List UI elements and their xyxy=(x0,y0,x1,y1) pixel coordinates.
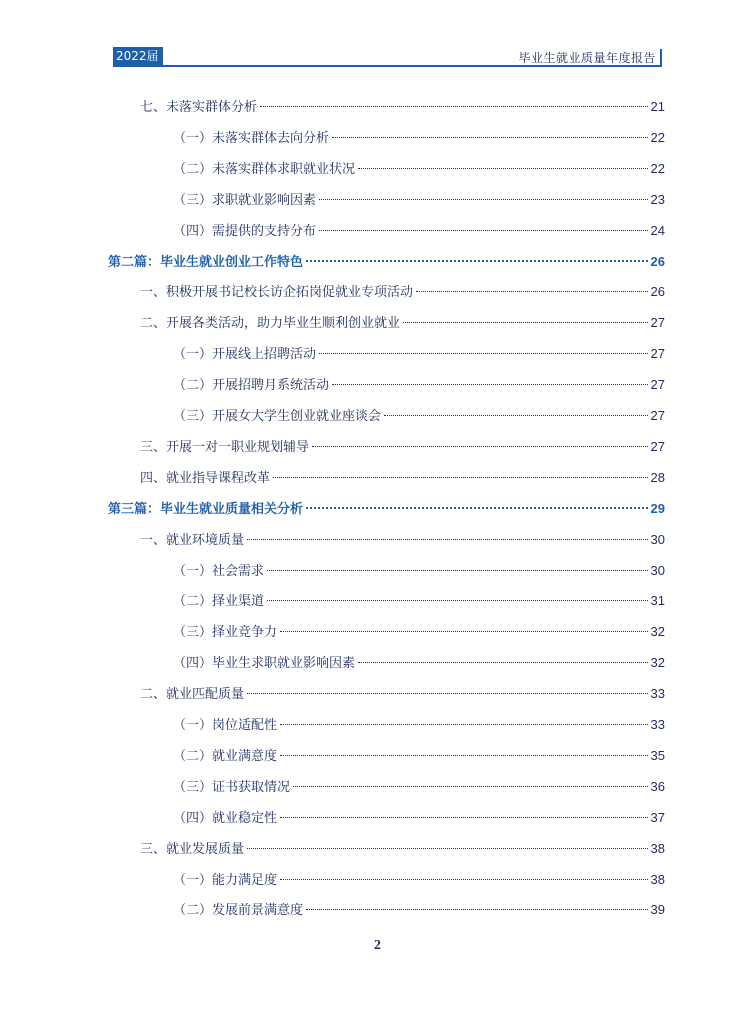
dot-leader xyxy=(280,817,648,818)
toc-entry-label: 三、就业发展质量 xyxy=(140,841,245,857)
dot-leader xyxy=(267,600,648,601)
dot-leader xyxy=(260,106,648,107)
toc-entry-label: 七、未落实群体分析 xyxy=(140,100,258,115)
toc-entry-label: 第二篇：毕业生就业创业工作特色 xyxy=(108,254,304,270)
toc-entry[interactable] xyxy=(173,159,665,179)
toc-entry-label: （二）发展前景满意度 xyxy=(173,903,304,919)
toc-entry-page: 32 xyxy=(650,624,665,640)
toc-entry-label: （三）择业竞争力 xyxy=(173,625,278,641)
toc-entry-page: 38 xyxy=(650,840,665,856)
toc-entry[interactable] xyxy=(173,375,665,395)
toc-entry-page: 27 xyxy=(650,438,665,454)
toc-entry-label: 二、开展各类活动，助力毕业生顺利创业就业 xyxy=(140,316,401,332)
toc-entry[interactable] xyxy=(140,684,665,704)
toc-entry-label: （四）需提供的支持分布 xyxy=(173,223,317,239)
toc-entry-label: （三）求职就业影响因素 xyxy=(173,192,317,208)
dot-leader xyxy=(358,168,648,169)
toc-entry-page: 33 xyxy=(650,717,665,732)
dot-leader xyxy=(273,477,648,478)
header-corner-mark xyxy=(660,49,662,67)
dot-leader xyxy=(267,570,648,571)
dot-leader xyxy=(247,539,648,540)
toc-entry[interactable] xyxy=(140,468,665,488)
toc-entry[interactable] xyxy=(140,282,665,302)
toc-entry[interactable] xyxy=(173,406,665,426)
toc-entry-label: （一）社会需求 xyxy=(173,563,265,579)
toc-entry[interactable] xyxy=(140,839,665,859)
toc-entry[interactable] xyxy=(173,870,665,890)
toc-entry-page: 35 xyxy=(650,747,665,763)
dot-leader xyxy=(312,446,648,447)
toc-part-entry[interactable] xyxy=(108,252,665,272)
dot-leader xyxy=(306,260,648,262)
toc-entry[interactable] xyxy=(140,437,665,457)
toc-entry-page: 26 xyxy=(650,253,665,269)
toc-entry-page: 21 xyxy=(650,99,665,114)
toc-entry-page: 22 xyxy=(650,129,665,145)
dot-leader xyxy=(306,909,648,910)
toc-entry[interactable] xyxy=(173,715,665,735)
page-header xyxy=(113,46,662,66)
toc-entry-page: 23 xyxy=(650,191,665,207)
toc-entry-label: 四、就业指导课程改革 xyxy=(140,470,271,486)
toc-entry-page: 37 xyxy=(650,809,665,825)
toc-entry-label: 三、开展一对一职业规划辅导 xyxy=(140,439,310,455)
toc-entry[interactable] xyxy=(173,653,665,673)
dot-leader xyxy=(280,879,648,880)
toc-entry-label: （二）开展招聘月系统活动 xyxy=(173,378,330,394)
toc-entry[interactable] xyxy=(140,97,665,117)
toc-entry[interactable] xyxy=(173,128,665,148)
toc-entry-label: （一）能力满足度 xyxy=(173,872,278,888)
year-badge: 2022届 xyxy=(113,47,163,66)
toc-entry-page: 27 xyxy=(650,377,665,393)
toc-entry-page: 33 xyxy=(650,686,665,702)
toc-entry-label: （二）择业渠道 xyxy=(173,594,265,610)
dot-leader xyxy=(332,384,648,385)
dot-leader xyxy=(358,662,648,663)
toc-entry-label: （一）岗位适配性 xyxy=(173,718,278,733)
toc-entry-page: 27 xyxy=(650,346,665,362)
toc-entry[interactable] xyxy=(173,344,665,364)
toc-entry[interactable] xyxy=(140,530,665,550)
dot-leader xyxy=(247,693,648,694)
toc-entry-page: 30 xyxy=(650,531,665,547)
toc-entry-label: （一）未落实群体去向分析 xyxy=(173,130,330,146)
toc-entry-page: 39 xyxy=(650,902,665,918)
dot-leader xyxy=(384,415,648,416)
dot-leader xyxy=(416,291,648,292)
toc-entry[interactable] xyxy=(173,190,665,210)
toc-entry[interactable] xyxy=(173,221,665,241)
toc-entry-page: 22 xyxy=(650,160,665,176)
toc-entry[interactable] xyxy=(173,777,665,797)
report-title: 毕业生就业质量年度报告 xyxy=(518,51,656,65)
toc-entry-label: 二、就业匹配质量 xyxy=(140,687,245,703)
toc-entry-label: （二）未落实群体求职就业状况 xyxy=(173,161,356,177)
toc-entry-page: 30 xyxy=(650,562,665,578)
toc-entry[interactable] xyxy=(173,591,665,611)
toc-entry-page: 32 xyxy=(650,655,665,671)
toc-entry-page: 24 xyxy=(650,222,665,238)
toc-entry[interactable] xyxy=(173,561,665,581)
toc-entry-label: （二）就业满意度 xyxy=(173,748,278,764)
toc-entry-page: 36 xyxy=(650,778,665,794)
toc-entry[interactable] xyxy=(173,808,665,828)
dot-leader xyxy=(247,848,648,849)
dot-leader xyxy=(319,199,648,200)
toc-entry-page: 26 xyxy=(650,284,665,300)
toc-entry-label: （四）毕业生求职就业影响因素 xyxy=(173,656,356,672)
toc-entry-page: 29 xyxy=(650,500,665,516)
page-number: 2 xyxy=(374,938,381,953)
toc-part-entry[interactable] xyxy=(108,499,665,519)
toc-entry-page: 38 xyxy=(650,871,665,887)
toc-entry-label: 一、积极开展书记校长访企拓岗促就业专项活动 xyxy=(140,285,414,301)
dot-leader xyxy=(403,322,648,323)
toc-entry-page: 31 xyxy=(650,593,665,609)
toc-entry[interactable] xyxy=(173,746,665,766)
dot-leader xyxy=(293,786,648,787)
dot-leader xyxy=(280,755,648,756)
toc-entry[interactable] xyxy=(173,900,665,920)
toc-entry-page: 27 xyxy=(650,408,665,423)
dot-leader xyxy=(332,137,648,138)
toc-entry[interactable] xyxy=(140,313,665,333)
toc-entry-label: （三）证书获取情况 xyxy=(173,779,291,795)
toc-entry-label: （四）就业稳定性 xyxy=(173,810,278,826)
dot-leader xyxy=(280,724,648,725)
toc-entry-label: （三）开展女大学生创业就业座谈会 xyxy=(173,409,382,424)
toc-entry-label: （一）开展线上招聘活动 xyxy=(173,347,317,363)
toc-entry-label: 第三篇：毕业生就业质量相关分析 xyxy=(108,501,304,517)
dot-leader xyxy=(280,631,648,632)
dot-leader xyxy=(319,353,648,354)
dot-leader xyxy=(319,230,648,231)
toc-entry-page: 27 xyxy=(650,315,665,331)
header-rule xyxy=(113,65,662,67)
toc-entry-page: 28 xyxy=(650,469,665,485)
toc-entry-label: 一、就业环境质量 xyxy=(140,532,245,548)
dot-leader xyxy=(306,507,648,509)
toc-entry[interactable] xyxy=(173,622,665,642)
